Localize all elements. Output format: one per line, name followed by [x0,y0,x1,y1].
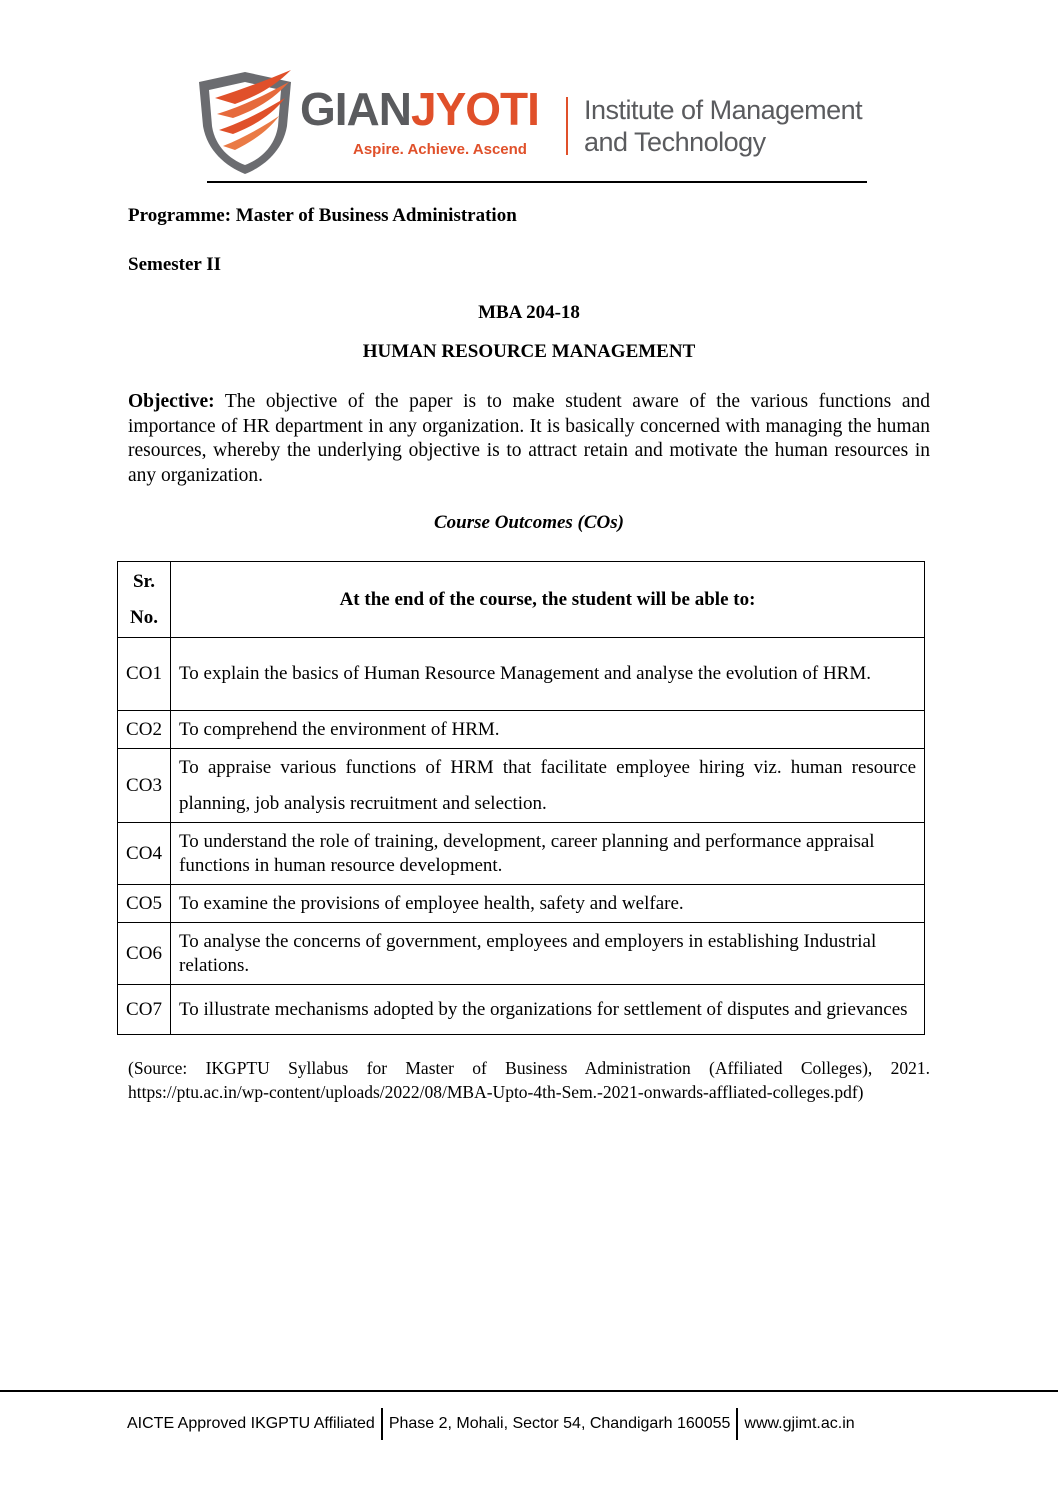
brand-part-jyoti: JYOTI [411,83,539,135]
co-text: To examine the provisions of employee health, safety and welfare. [171,885,925,923]
footer-affiliation: AICTE Approved IKGPTU Affiliated [127,1415,375,1432]
co-text: To analyse the concerns of government, employees and employers in establishing Industrial relations. [171,923,925,985]
footer-rule [0,1390,1058,1392]
co-code: CO5 [118,885,171,923]
co-text: To comprehend the environment of HRM. [171,711,925,749]
course-code: MBA 204-18 [478,302,580,323]
co-text: To appraise various functions of HRM that facilitate employee hiring viz. human resource planning, job analysis recruitment and selection. [171,749,925,823]
institute-line-1: Institute of Management [584,95,863,125]
table-row [118,638,925,711]
co-code: CO3 [118,749,171,823]
co-text: To understand the role of training, development, career planning and performance appraisal functions in human resource development. [171,823,925,885]
sr-header-line-1: Sr. [132,570,155,592]
brand-tagline: Aspire. Achieve. Ascend [353,141,527,158]
footer-separator [736,1408,738,1440]
footer-website: www.gjimt.ac.in [744,1415,855,1432]
source-note: (Source: IKGPTU Syllabus for Master of Business Administration (Affiliated Colleges), 2021. https://ptu.ac.in/wp-content/uploads/2022/08/MBA-Upto-4th-Sem.-2021-onwards-affliated-colleges.pdf) [128,1058,930,1102]
logo-shield-icon [195,68,295,176]
co-code: CO7 [118,985,171,1035]
co-code: CO2 [118,711,171,749]
institute-name [584,94,862,158]
co-text: To illustrate mechanisms adopted by the organizations for settlement of disputes and grievances [171,985,925,1035]
objective-label: Objective: [128,391,215,412]
course-title: HUMAN RESOURCE MANAGEMENT [362,341,696,362]
header-rule [207,181,867,183]
co-text: To explain the basics of Human Resource Management and analyse the evolution of HRM. [171,638,925,711]
sr-no-header [118,562,171,638]
brand-divider [566,97,568,155]
footer [127,1408,855,1440]
table-row [118,749,925,823]
co-code: CO6 [118,923,171,985]
institute-line-2: and Technology [584,127,766,157]
programme-line: Programme: Master of Business Administration [128,205,517,226]
table-row [118,985,925,1035]
table-row [118,823,925,885]
objective-text: The objective of the paper is to make student aware of the various functions and importance of HR department in any organization. It is basically concerned with managing the human resources, whereby the underlying objective is to attract retain and motivate the human resources in any organization. [128,391,930,486]
footer-separator [381,1408,383,1440]
footer-address: Phase 2, Mohali, Sector 54, Chandigarh 160055 [388,1415,731,1432]
table-row [118,923,925,985]
table-row [118,711,925,749]
table-row [118,885,925,923]
brand-name [300,83,539,135]
objective-paragraph [128,390,930,488]
outcome-header: At the end of the course, the student will be able to: [171,562,925,638]
table-header-row [118,562,925,638]
co-code: CO4 [118,823,171,885]
course-outcomes-heading: Course Outcomes (COs) [433,512,624,533]
co-code: CO1 [118,638,171,711]
sr-header-line-2: No. [130,606,158,628]
brand-part-gian: GIAN [300,83,411,135]
semester-line: Semester II [128,254,222,275]
course-outcomes-table [117,561,925,1035]
